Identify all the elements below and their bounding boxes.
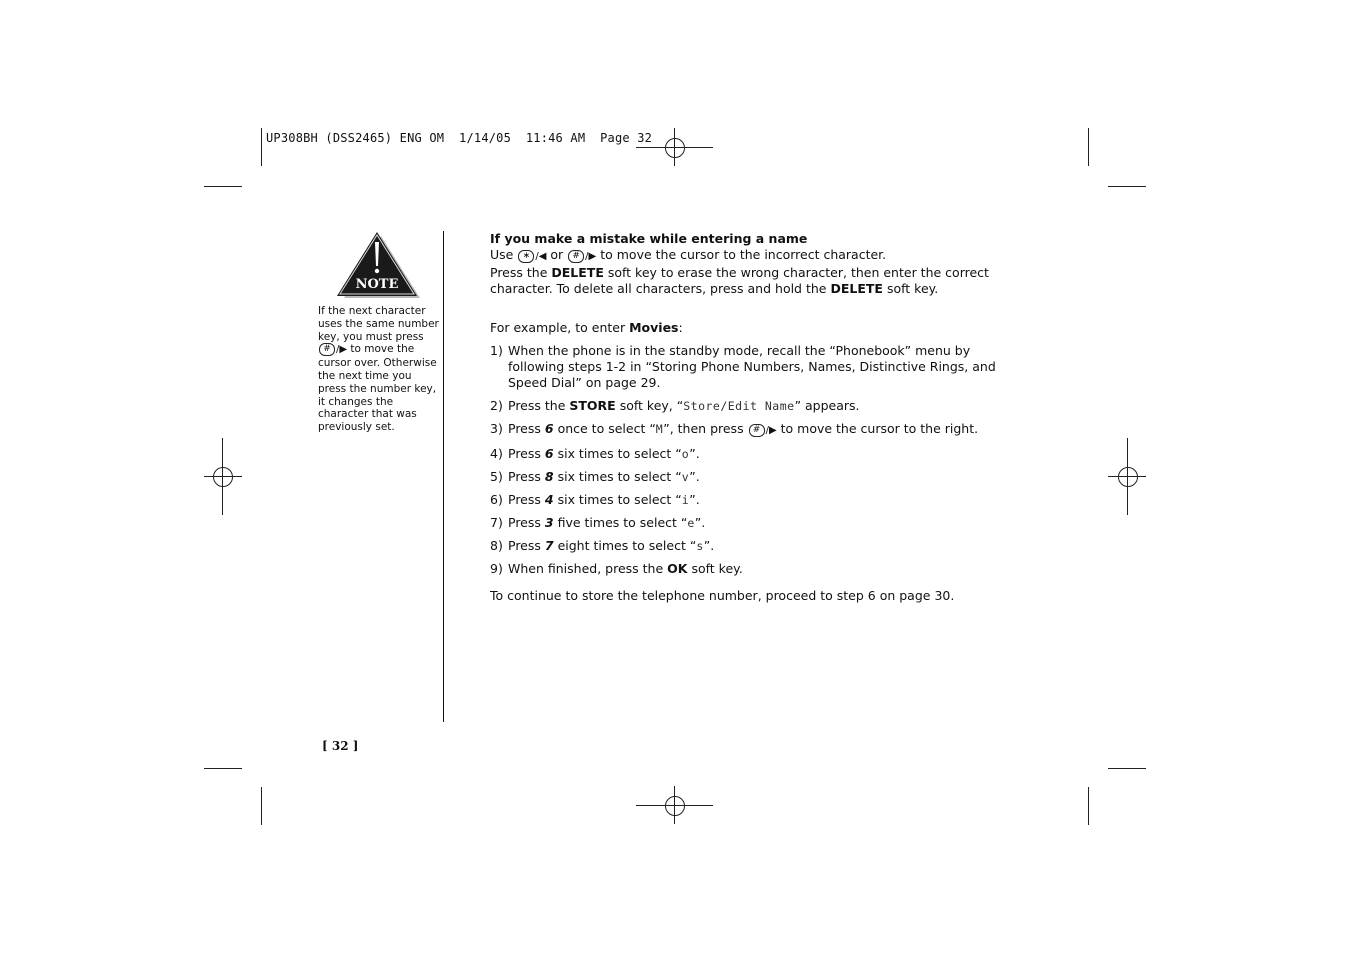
pound-key-icon: # bbox=[319, 343, 335, 356]
text: Press the bbox=[490, 265, 548, 280]
pound-key-icon: # bbox=[568, 250, 584, 263]
note-text-1: If the next character uses the same number key, you must press bbox=[318, 305, 439, 343]
text: ”. bbox=[689, 469, 700, 484]
right-arrow-icon: /▶ bbox=[765, 425, 777, 436]
text: For example, to enter bbox=[490, 320, 626, 335]
example-intro bbox=[490, 320, 1010, 336]
note-text-2: to move the cursor over. Otherwise the next time you press the number key, it changes the character that was previously set. bbox=[318, 343, 437, 434]
text: ”. bbox=[689, 492, 700, 507]
text: once to select “ bbox=[557, 421, 656, 436]
text: soft key, “ bbox=[619, 398, 684, 413]
crop-mark bbox=[1108, 768, 1146, 769]
text: ”, then press bbox=[663, 421, 744, 436]
lcd-text: Store/Edit Name bbox=[683, 399, 795, 413]
registration-mark-circle bbox=[213, 467, 233, 487]
text: Press bbox=[508, 446, 541, 461]
list-item bbox=[490, 538, 1010, 554]
pound-key-icon: # bbox=[749, 424, 765, 437]
key-number: 6 bbox=[544, 446, 554, 461]
sidebar-note bbox=[318, 305, 440, 434]
list-item bbox=[490, 469, 1010, 485]
page-number: [ 32 ] bbox=[322, 739, 359, 753]
column-divider bbox=[443, 231, 444, 722]
text: ”. bbox=[694, 515, 706, 530]
step-text: When the phone is in the standby mode, recall the “Phonebook” menu by following steps 1-2 in “Storing Phone Numbers, Names, Distinctive Rings, and Speed Dial” on page 29. bbox=[508, 343, 996, 390]
text: Press bbox=[508, 469, 541, 484]
crop-mark bbox=[261, 787, 262, 825]
lcd-text: M bbox=[655, 422, 664, 436]
key-name: STORE bbox=[569, 398, 616, 413]
crop-mark bbox=[1088, 787, 1089, 825]
step-number: 9) bbox=[490, 561, 503, 576]
key-name: OK bbox=[667, 561, 688, 576]
step-number: 1) bbox=[490, 343, 503, 358]
lcd-text: s bbox=[696, 539, 704, 553]
text: soft key. bbox=[691, 561, 743, 576]
star-key-icon: ∗ bbox=[518, 250, 534, 263]
list-item bbox=[490, 343, 1010, 391]
crop-mark bbox=[204, 186, 242, 187]
lcd-text: o bbox=[681, 447, 690, 461]
text: five times to select “ bbox=[557, 515, 688, 530]
key-name: DELETE bbox=[830, 281, 883, 296]
crop-mark bbox=[1108, 186, 1146, 187]
text: Press bbox=[508, 538, 541, 553]
print-slug: UP308BH (DSS2465) ENG OM 1/14/05 11:46 AM Page 32 bbox=[266, 131, 653, 145]
text: When finished, press the bbox=[508, 561, 664, 576]
step-number: 8) bbox=[490, 538, 503, 553]
list-item bbox=[490, 492, 1010, 508]
mistake-paragraph bbox=[490, 247, 1010, 297]
text: : bbox=[678, 320, 683, 335]
list-item bbox=[490, 561, 1010, 577]
section-heading: If you make a mistake while entering a name bbox=[490, 231, 808, 246]
text: soft key to erase the wrong character, then enter the correct character. To delete all characters, press and hold the bbox=[490, 265, 989, 296]
text: ”. bbox=[703, 538, 715, 553]
lcd-text: e bbox=[687, 516, 695, 530]
key-number: 3 bbox=[544, 515, 554, 530]
registration-mark-circle bbox=[665, 138, 685, 158]
registration-mark-circle bbox=[1118, 467, 1138, 487]
key-number: 4 bbox=[544, 492, 554, 507]
text: Press bbox=[508, 421, 541, 436]
step-number: 5) bbox=[490, 469, 503, 484]
note-label: NOTE bbox=[355, 277, 399, 292]
text: to move the cursor to the right. bbox=[780, 421, 979, 436]
crop-mark bbox=[261, 128, 262, 166]
list-item bbox=[490, 446, 1010, 462]
key-number: 6 bbox=[544, 421, 554, 436]
crop-mark bbox=[1088, 128, 1089, 166]
step-number: 7) bbox=[490, 515, 503, 530]
registration-mark-circle bbox=[665, 796, 685, 816]
warning-triangle-icon bbox=[334, 232, 420, 298]
key-number: 7 bbox=[544, 538, 554, 553]
text: six times to select “ bbox=[557, 446, 682, 461]
text: Press bbox=[508, 492, 541, 507]
text: or bbox=[550, 247, 564, 262]
text: to move the cursor to the incorrect character. bbox=[600, 247, 887, 262]
text: ”. bbox=[689, 446, 700, 461]
text: Press bbox=[508, 515, 541, 530]
step-number: 2) bbox=[490, 398, 503, 413]
step-number: 6) bbox=[490, 492, 503, 507]
text: six times to select “ bbox=[557, 469, 682, 484]
text: Press the bbox=[508, 398, 566, 413]
main-content bbox=[490, 231, 1010, 604]
example-word: Movies bbox=[629, 320, 679, 335]
lcd-text: i bbox=[681, 493, 690, 507]
left-arrow-icon: /◀ bbox=[535, 251, 547, 262]
key-number: 8 bbox=[544, 469, 554, 484]
closing-paragraph: To continue to store the telephone number, proceed to step 6 on page 30. bbox=[490, 588, 955, 603]
key-name: DELETE bbox=[551, 265, 604, 280]
text: ” appears. bbox=[794, 398, 860, 413]
list-item bbox=[490, 421, 1010, 439]
lcd-text: v bbox=[681, 470, 690, 484]
list-item bbox=[490, 515, 1010, 531]
list-item bbox=[490, 398, 1010, 414]
text: six times to select “ bbox=[557, 492, 682, 507]
crop-mark bbox=[204, 768, 242, 769]
text: eight times to select “ bbox=[557, 538, 697, 553]
right-arrow-icon: /▶ bbox=[336, 344, 348, 356]
step-number: 4) bbox=[490, 446, 503, 461]
text: soft key. bbox=[886, 281, 939, 296]
text: Use bbox=[490, 247, 514, 262]
step-number: 3) bbox=[490, 421, 503, 436]
right-arrow-icon: /▶ bbox=[585, 251, 597, 262]
